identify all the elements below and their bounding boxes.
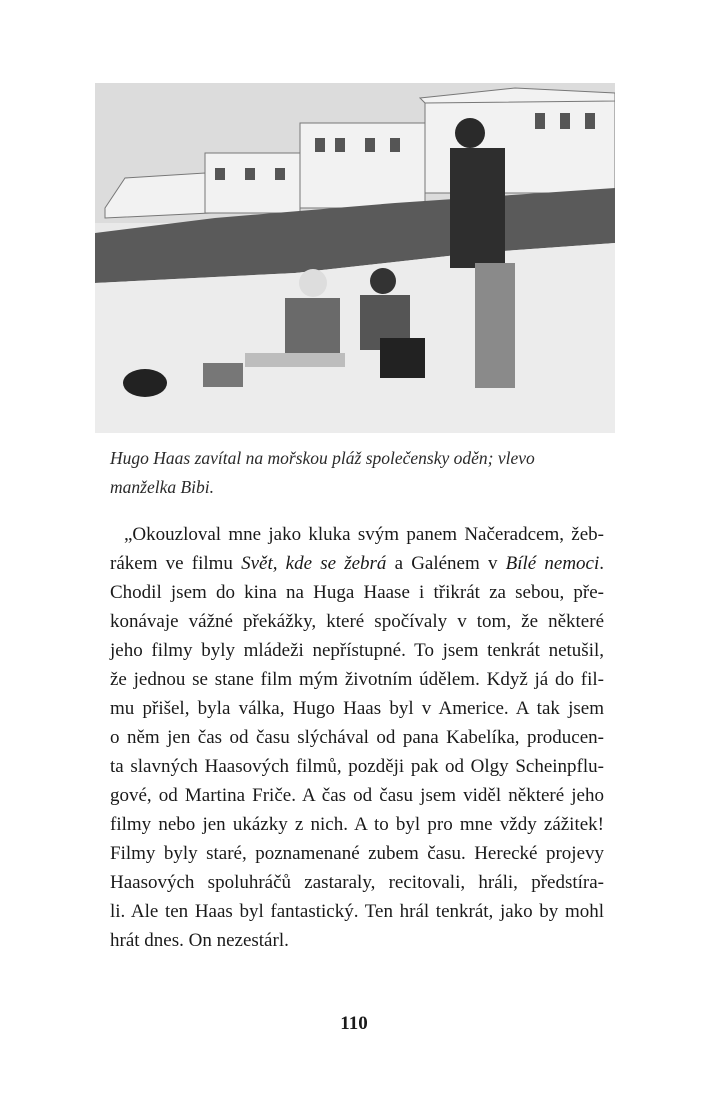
beach-photo	[95, 83, 615, 433]
text-line	[110, 810, 604, 839]
caption-line: manželka Bibi.	[110, 477, 215, 497]
text-line	[110, 549, 604, 578]
body-text	[110, 520, 604, 955]
text-segment: filmy nebo jen ukázky z nich. A to byl pro mne vždy zážitek!	[110, 814, 604, 835]
text-line	[110, 607, 604, 636]
page-number: 110	[340, 1013, 368, 1034]
text-line	[110, 665, 604, 694]
text-segment: Haasových spoluhráčů zastaraly, recitovali, hráli, předstíra-	[110, 872, 604, 893]
text-line	[110, 520, 604, 549]
text-segment: konávaje vážné překážky, které spočívaly v tom, že některé	[110, 611, 604, 632]
text-segment: rákem ve filmu	[110, 553, 242, 574]
text-segment: ta slavných Haasových filmů, později pak od Olgy Scheinpflu-	[110, 756, 604, 777]
text-line	[110, 636, 604, 665]
text-line	[110, 723, 604, 752]
italic-title: Svět, kde se žebrá	[241, 553, 387, 574]
text-segment: gové, od Martina Friče. A čas od času jsem viděl některé jeho	[110, 785, 604, 806]
text-segment: a Galénem v	[386, 553, 506, 574]
text-line	[110, 694, 604, 723]
text-segment: o něm jen čas od času slýchával od pana Kabelíka, producen-	[110, 727, 604, 748]
text-segment: li. Ale ten Haas byl fantastický. Ten hrál tenkrát, jako by mohl	[110, 901, 604, 922]
text-segment: jeho filmy byly mládeži nepřístupné. To jsem tenkrát netušil,	[110, 640, 604, 661]
text-segment: že jednou se stane film mým životním údělem. Když já do fil-	[110, 669, 604, 690]
text-line	[110, 926, 604, 955]
text-segment: „Okouzloval mne jako kluka svým panem Načeradcem, žeb-	[124, 524, 604, 545]
text-line	[110, 781, 604, 810]
text-segment: Chodil jsem do kina na Huga Haase i třikrát za sebou, pře-	[110, 582, 604, 603]
text-line	[110, 868, 604, 897]
text-segment: Filmy byly staré, poznamenané zubem času. Herecké projevy	[110, 843, 604, 864]
italic-title: Bílé nemoci	[505, 553, 600, 574]
text-line	[110, 752, 604, 781]
text-line	[110, 839, 604, 868]
text-segment: mu přišel, byla válka, Hugo Haas byl v Americe. A tak jsem	[110, 698, 604, 719]
text-segment: hrát dnes. On nezestárl.	[110, 930, 289, 951]
photo-caption	[110, 444, 580, 502]
text-line	[110, 578, 604, 607]
text-line	[110, 897, 604, 926]
caption-line: Hugo Haas zavítal na mořskou pláž společensky oděn; vlevo	[110, 448, 535, 468]
text-segment: .	[599, 553, 605, 574]
